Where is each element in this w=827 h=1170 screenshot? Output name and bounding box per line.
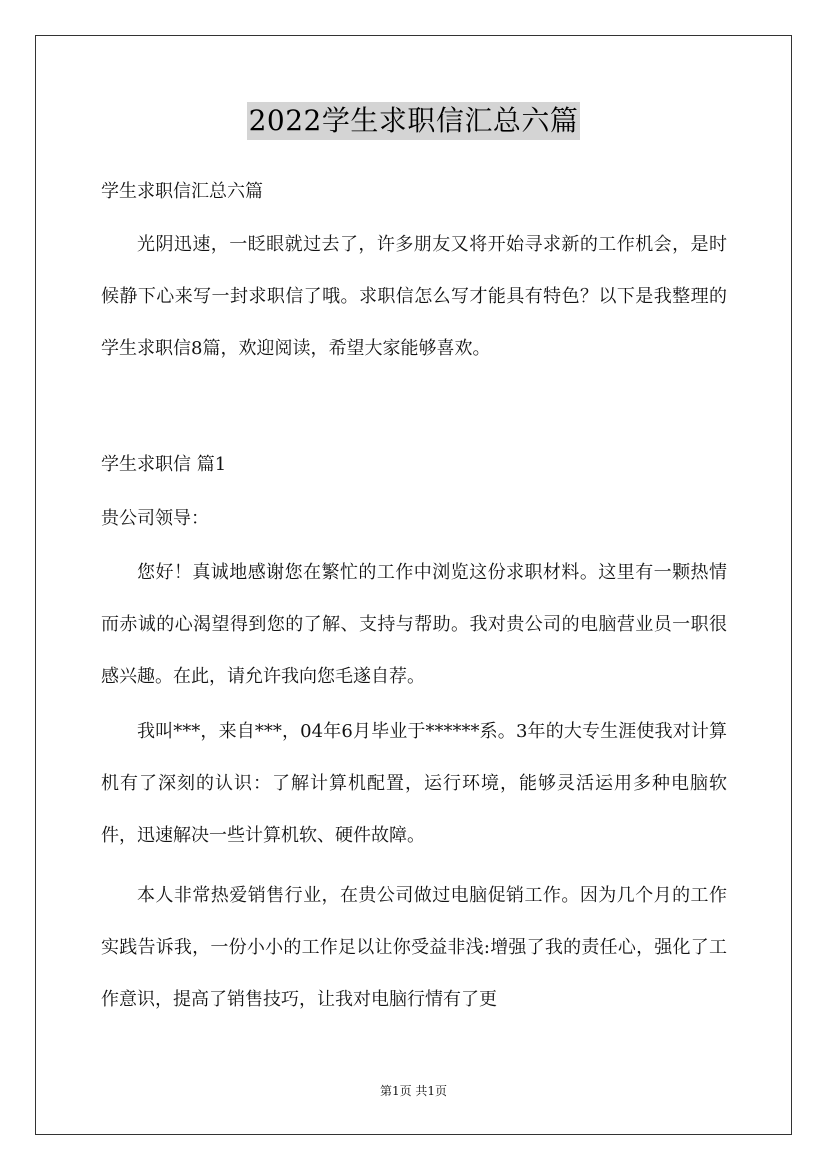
document-title: 2022学生求职信汇总六篇 — [247, 102, 581, 140]
body-paragraph-1: 您好！真诚地感谢您在繁忙的工作中浏览这份求职材料。这里有一颗热情而赤诚的心渴望得到您的了解、支持与帮助。我对贵公司的电脑营业员一职很感兴趣。在此，请允许我向您毛遂自荐。 — [101, 562, 727, 687]
section-heading: 学生求职信 篇1 — [101, 454, 227, 475]
body-paragraph-3: 本人非常热爱销售行业，在贵公司做过电脑促销工作。因为几个月的工作实践告诉我，一份小小的工作足以让你受益非浅:增强了我的责任心，强化了工作意识，提高了销售技巧，让我对电脑行情有了更 — [101, 885, 727, 1010]
document-subtitle: 学生求职信汇总六篇 — [101, 181, 263, 202]
body-paragraph-2: 我叫***，来自***，04年6月毕业于******系。3年的大专生涯使我对计算机有了深刻的认识：了解计算机配置，运行环境，能够灵活运用多种电脑软件，迅速解决一些计算机软、硬件故障。 — [101, 721, 727, 846]
salutation: 贵公司领导： — [101, 508, 209, 529]
page-footer: 第1页 共1页 — [379, 1084, 448, 1098]
intro-paragraph: 光阴迅速，一眨眼就过去了，许多朋友又将开始寻求新的工作机会，是时候静下心来写一封求职信了哦。求职信怎么写才能具有特色？以下是我整理的学生求职信8篇，欢迎阅读，希望大家能够喜欢。 — [101, 234, 727, 359]
title-wrap — [0, 102, 827, 140]
